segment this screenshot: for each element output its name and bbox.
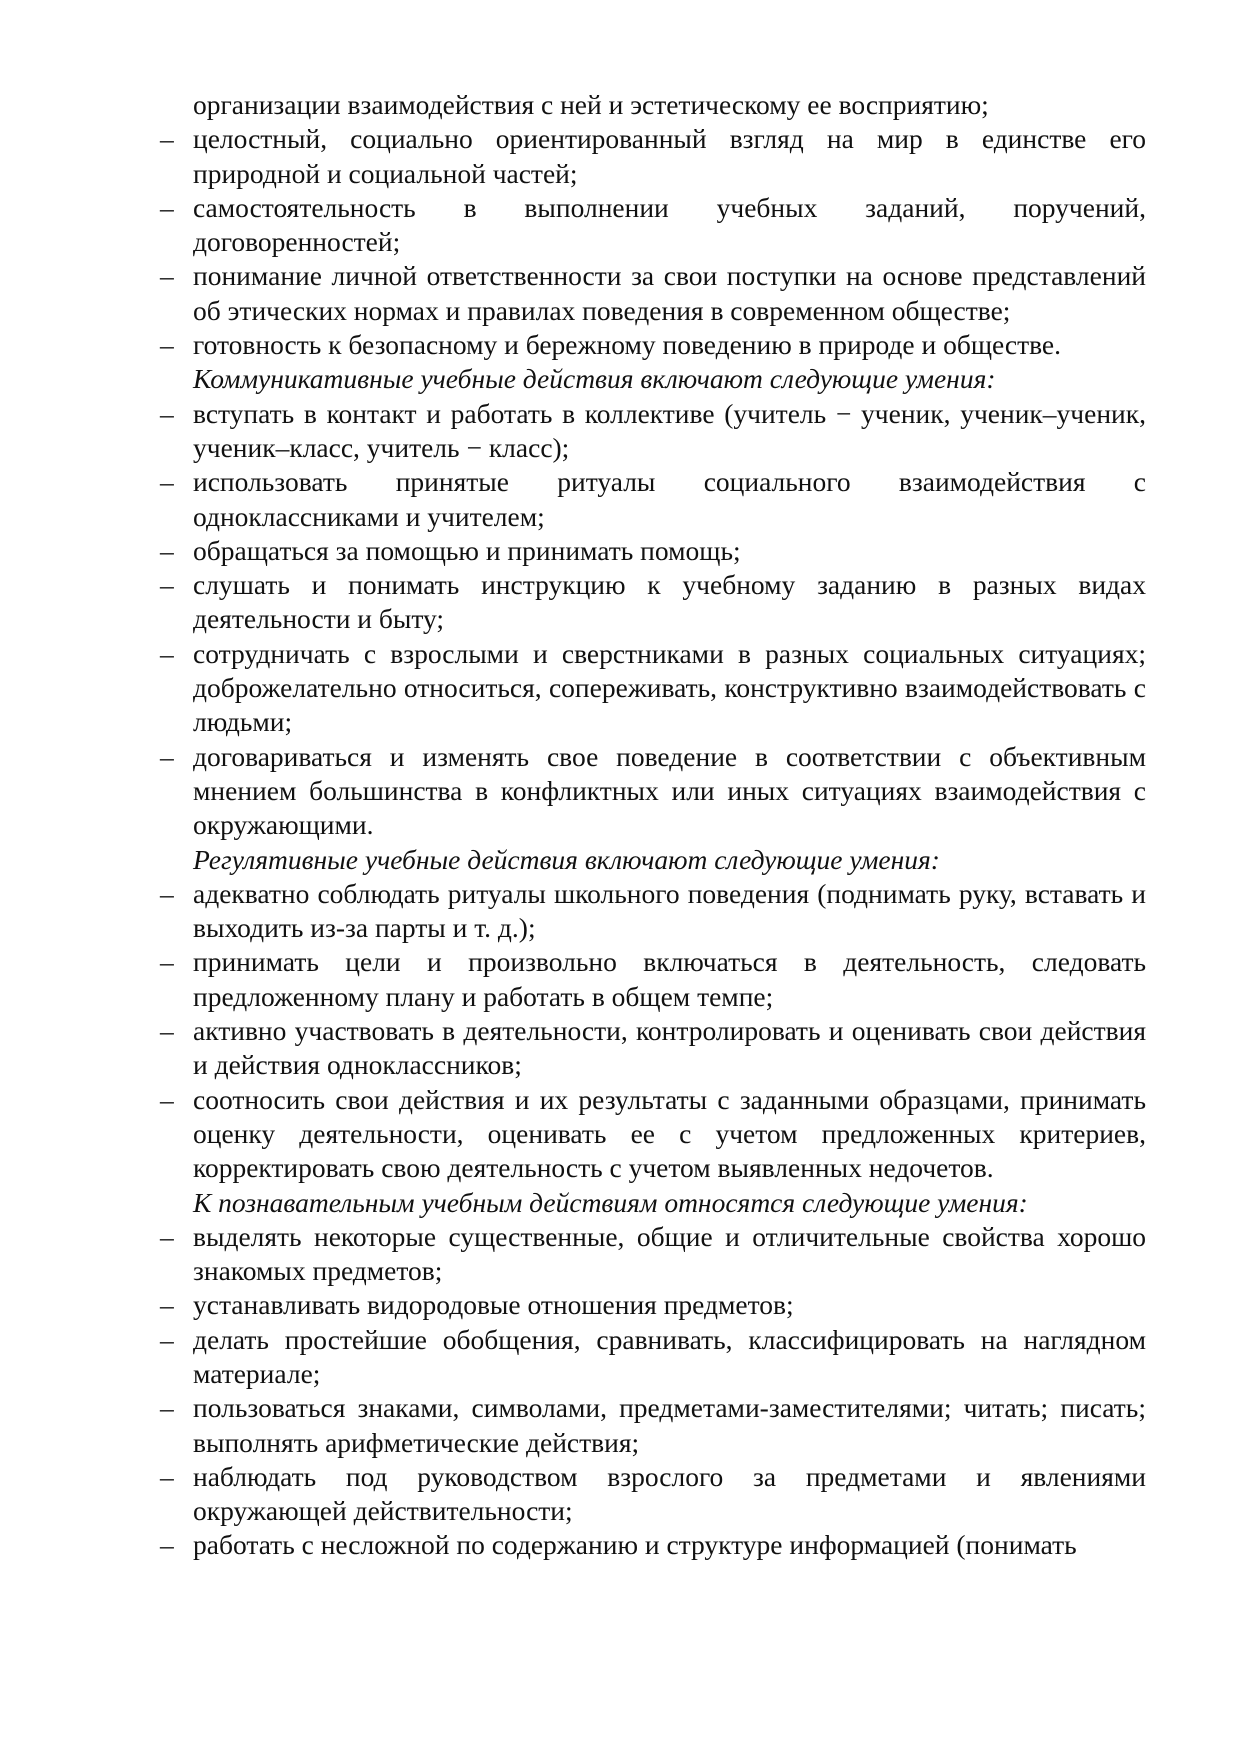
dash-marker: – <box>160 1529 174 1561</box>
list-item <box>160 1323 1146 1392</box>
dash-marker: – <box>160 123 174 155</box>
dash-marker: – <box>160 1015 174 1047</box>
dash-marker: – <box>160 397 174 429</box>
list-item <box>160 1391 1146 1460</box>
list-item-text: активно участвовать в деятельности, контролировать и оценивать свои действия и действия одноклассников; <box>193 1015 1146 1081</box>
dash-marker: – <box>160 329 174 361</box>
list-item-text: пользоваться знаками, символами, предметами-заместителями; читать; писать; выполнять арифметические действия; <box>193 1392 1146 1458</box>
list-item-text: договариваться и изменять свое поведение в соответствии с объективным мнением большинства в конфликтных или иных ситуациях взаимодействия с окружающими. <box>193 740 1146 841</box>
dash-marker: – <box>160 637 174 669</box>
dash-marker: – <box>160 534 174 566</box>
list-item-text: слушать и понимать инструкцию к учебному заданию в разных видах деятельности и быту; <box>193 569 1146 635</box>
list-item <box>160 465 1146 534</box>
dash-marker: – <box>160 191 174 223</box>
dash-marker: – <box>160 1083 174 1115</box>
list-item <box>160 1220 1146 1289</box>
dash-marker: – <box>160 466 174 498</box>
regulatory-heading: Регулятивные учебные действия включают следующие умения: <box>193 843 940 875</box>
dash-marker: – <box>160 1460 174 1492</box>
list-item <box>160 945 1146 1014</box>
continuation-line: организации взаимодействия с ней и эстетическому ее восприятию; <box>193 89 989 120</box>
dash-marker: – <box>160 1323 174 1355</box>
document-body <box>160 88 1146 1563</box>
dash-marker: – <box>160 1289 174 1321</box>
list-item-text: понимание личной ответственности за свои поступки на основе представлений об этических нормах и правилах поведения в современном обществе; <box>193 260 1146 326</box>
list-item-text: наблюдать под руководством взрослого за предметами и явлениями окружающей действительности; <box>193 1460 1146 1527</box>
list-item <box>160 1288 1146 1322</box>
dash-marker: – <box>160 1392 174 1424</box>
list-item-text: принимать цели и произвольно включаться в деятельность, следовать предложенному плану и работать в общем темпе; <box>193 946 1146 1012</box>
list-item-text: вступать в контакт и работать в коллективе (учитель − ученик, ученик–ученик, ученик–класс, учитель − класс); <box>193 397 1146 463</box>
list-item <box>160 397 1146 466</box>
list-item-text: адекватно соблюдать ритуалы школьного поведения (поднимать руку, вставать и выходить из-за парты и т. д.); <box>193 877 1146 944</box>
list-item-text: самостоятельность в выполнении учебных заданий, поручений, договоренностей; <box>193 191 1146 258</box>
list-item <box>160 1014 1146 1083</box>
list-item-text: делать простейшие обобщения, сравнивать, классифицировать на наглядном материале; <box>193 1323 1146 1389</box>
list-item <box>160 191 1146 260</box>
communicative-heading: Коммуникативные учебные действия включают следующие умения: <box>193 363 996 395</box>
list-item-text: выделять некоторые существенные, общие и отличительные свойства хорошо знакомых предметов; <box>193 1220 1146 1287</box>
list-item-text: соотносить свои действия и их результаты с заданными образцами, принимать оценку деятельности, оценивать ее с учетом предложенных критериев, корректировать свою деятельность с учетом выявленных недочетов. <box>193 1083 1146 1184</box>
dash-marker: – <box>160 877 174 909</box>
dash-marker: – <box>160 569 174 601</box>
list-item <box>160 877 1146 946</box>
list-item <box>160 568 1146 637</box>
dash-marker: – <box>160 946 174 978</box>
list-item <box>160 259 1146 328</box>
list-item-text: работать с несложной по содержанию и структуре информацией (понимать <box>193 1529 1077 1561</box>
list-item <box>160 637 1146 740</box>
list-item-text: устанавливать видородовые отношения предметов; <box>193 1289 794 1321</box>
list-item <box>160 534 1146 568</box>
cognitive-heading: К познавательным учебным действиям относятся следующие умения: <box>193 1186 1028 1218</box>
list-item-text: обращаться за помощью и принимать помощь; <box>193 534 741 566</box>
dash-marker: – <box>160 1220 174 1252</box>
list-item <box>160 1528 1146 1562</box>
list-item <box>160 740 1146 843</box>
list-item <box>160 1083 1146 1186</box>
dash-marker: – <box>160 260 174 292</box>
list-item <box>160 1460 1146 1529</box>
list-item-text: целостный, социально ориентированный взгляд на мир в единстве его природной и социальной частей; <box>193 123 1146 189</box>
list-item <box>160 328 1146 362</box>
dash-marker: – <box>160 740 174 772</box>
list-item-text: использовать принятые ритуалы социального взаимодействия с одноклассниками и учителем; <box>193 466 1146 532</box>
list-item-text: сотрудничать с взрослыми и сверстниками в разных социальных ситуациях; доброжелательно относиться, сопереживать, конструктивно взаимодействовать с людьми; <box>193 637 1146 738</box>
list-item-text: готовность к безопасному и бережному поведению в природе и обществе. <box>193 329 1062 361</box>
list-item <box>160 122 1146 191</box>
